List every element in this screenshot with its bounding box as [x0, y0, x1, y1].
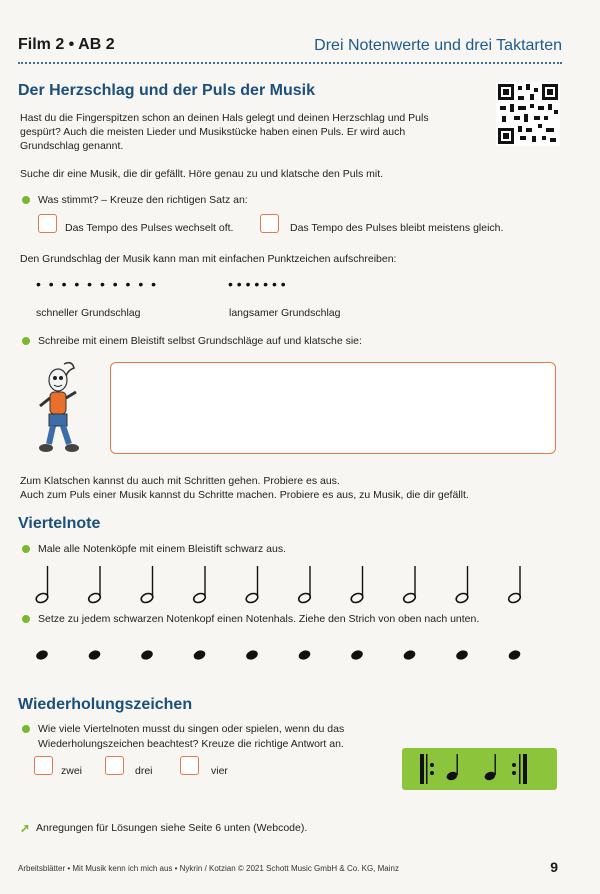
checkbox-answer-zwei[interactable]	[34, 756, 53, 775]
black-notehead-icon[interactable]	[350, 649, 364, 661]
slow-beat-dots: • • • • • • •	[228, 276, 286, 292]
half-note-icon[interactable]	[192, 566, 206, 604]
half-note-icon[interactable]	[87, 566, 101, 604]
black-notehead-icon[interactable]	[192, 649, 206, 661]
black-notehead-icon[interactable]	[87, 649, 101, 661]
fast-beat-dots: • • • • • • • • • •	[36, 276, 159, 292]
noteheads-row	[30, 643, 570, 667]
half-note-icon[interactable]	[297, 566, 311, 604]
header-topic: Drei Notenwerte und drei Taktarten	[314, 37, 562, 54]
task-fill-noteheads	[22, 543, 286, 555]
fast-beat-label: schneller Grundschlag	[36, 307, 141, 319]
bullet-icon	[22, 337, 30, 345]
answer-drei-label: drei	[135, 765, 153, 777]
intro-line-1: Hast du die Fingerspitzen schon an deinen Hals gelegt und deinen Herzschlag und Puls	[20, 112, 429, 124]
half-note-icon[interactable]	[455, 566, 469, 604]
task-what-is-true	[22, 194, 248, 206]
section-title-wiederholung: Wiederholungszeichen	[18, 696, 193, 713]
repeat-sign-icon	[402, 748, 557, 790]
task-repeat-line-2: Wiederholungszeichen beachtest? Kreuze die richtige Antwort an.	[38, 738, 344, 750]
option-tempo-constant-label: Das Tempo des Pulses bleibt meistens gleich.	[290, 222, 504, 234]
option-tempo-changes-label: Das Tempo des Pulses wechselt oft.	[65, 222, 234, 234]
section-title-viertelnote: Viertelnote	[18, 515, 101, 532]
bullet-icon	[22, 545, 30, 553]
hint-text: Anregungen für Lösungen siehe Seite 6 unten (Webcode).	[36, 822, 308, 834]
checkbox-tempo-changes[interactable]	[38, 214, 57, 233]
half-note-icon[interactable]	[402, 566, 416, 604]
checkbox-tempo-constant[interactable]	[260, 214, 279, 233]
task-text: Wie viele Viertelnoten musst du singen oder spielen, wenn du das	[38, 723, 345, 735]
header-divider	[18, 62, 562, 64]
footer-credits: Arbeitsblätter • Mit Musik kenn ich mich aus • Nykrin / Kotzian © 2021 Schott Music GmbH & Co. KG, Mainz	[18, 864, 399, 873]
task-text: Was stimmt? – Kreuze den richtigen Satz an:	[38, 194, 248, 206]
qr-code-icon[interactable]	[496, 82, 560, 146]
black-notehead-icon[interactable]	[140, 649, 154, 661]
task-text: Schreibe mit einem Bleistift selbst Grundschläge auf und klatsche sie:	[38, 335, 362, 347]
answer-zwei-label: zwei	[61, 765, 83, 777]
black-notehead-icon[interactable]	[245, 649, 259, 661]
half-note-icon[interactable]	[245, 566, 259, 604]
walk-line-2: Auch zum Puls einer Musik kannst du Schritte machen. Probiere es aus, zu Musik, die dir gefällt.	[20, 489, 469, 501]
half-note-icon[interactable]	[507, 566, 521, 604]
listen-instruction: Suche dir eine Musik, die dir gefällt. Höre genau zu und klatsche den Puls mit.	[20, 168, 384, 180]
task-text: Setze zu jedem schwarzen Notenkopf einen Notenhals. Ziehe den Strich von oben nach unten.	[38, 613, 480, 625]
page-number: 9	[550, 859, 558, 875]
mascot-figure-icon	[30, 358, 90, 458]
task-write-beats	[22, 335, 362, 347]
bullet-icon	[22, 615, 30, 623]
task-text: Male alle Notenköpfe mit einem Bleistift schwarz aus.	[38, 543, 287, 555]
half-note-icon[interactable]	[35, 566, 49, 604]
answer-vier-label: vier	[211, 765, 228, 777]
checkbox-answer-drei[interactable]	[105, 756, 124, 775]
black-notehead-icon[interactable]	[455, 649, 469, 661]
beat-drawing-area[interactable]	[110, 362, 556, 454]
black-notehead-icon[interactable]	[402, 649, 416, 661]
bullet-icon	[22, 725, 30, 733]
black-notehead-icon[interactable]	[35, 649, 49, 661]
intro-line-2: gespürt? Auch die meisten Lieder und Musikstücke haben einen Puls. Er wird auch	[20, 126, 406, 138]
half-notes-row	[30, 560, 570, 610]
task-repeat-count	[22, 723, 344, 735]
intro-line-3: Grundschlag genannt.	[20, 140, 124, 152]
checkbox-answer-vier[interactable]	[180, 756, 199, 775]
notation-instruction: Den Grundschlag der Musik kann man mit einfachen Punktzeichen aufschreiben:	[20, 253, 397, 265]
half-note-icon[interactable]	[140, 566, 154, 604]
bullet-icon	[22, 196, 30, 204]
slow-beat-label: langsamer Grundschlag	[229, 307, 341, 319]
half-note-icon[interactable]	[350, 566, 364, 604]
task-draw-stems	[22, 613, 479, 625]
section-title-herzschlag: Der Herzschlag und der Puls der Musik	[18, 82, 315, 99]
black-notehead-icon[interactable]	[507, 649, 521, 661]
header-film-label: Film 2 • AB 2	[18, 36, 115, 53]
walk-line-1: Zum Klatschen kannst du auch mit Schritten gehen. Probiere es aus.	[20, 475, 340, 487]
arrow-icon: ➚	[20, 821, 31, 835]
black-notehead-icon[interactable]	[297, 649, 311, 661]
